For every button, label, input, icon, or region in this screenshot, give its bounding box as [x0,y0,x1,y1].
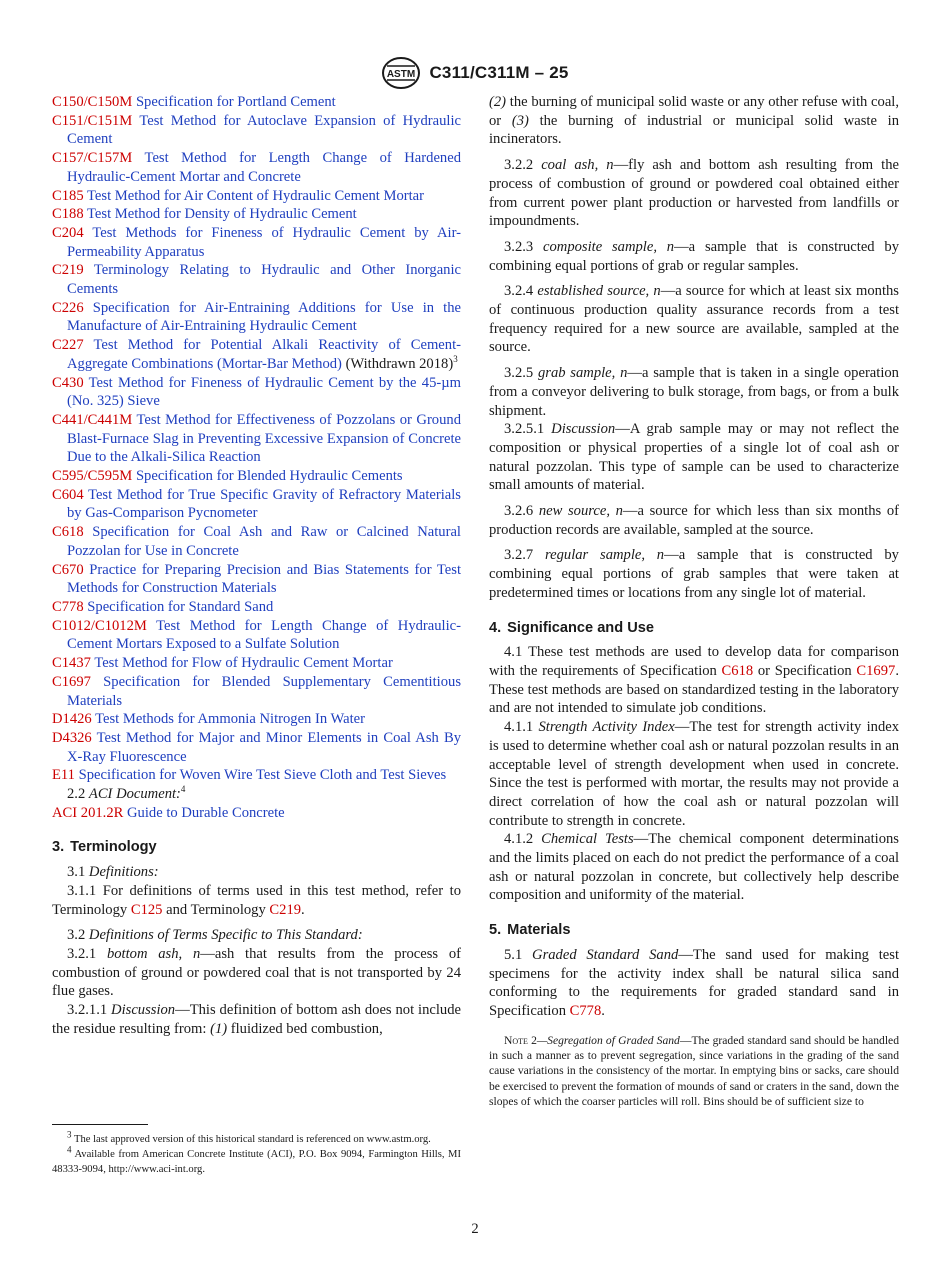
reference-title-link[interactable]: Guide to Durable Concrete [127,804,285,821]
reference-code-link[interactable]: C441/C441M [52,411,133,428]
reference-title-link[interactable]: Specification for Standard Sand [87,598,274,615]
reference-code-link[interactable]: C219 [52,262,84,279]
para-4-1-1: 4.1.1 Strength Activity Index—The test for strength activity index is used to determine whether coal ash or natural pozzolan results in an acceptable level of strength development when used in concrete. Since the test is performed with mortar, the results may not provide a direct correlation of how the coal ash or natural pozzolan will contribute to strength in concrete. [489,719,900,829]
section-5-heading: 5. Materials [489,922,571,939]
page-number: 2 [471,1221,479,1237]
reference-title-link[interactable]: Test Method for Density of Hydraulic Cement [87,206,357,223]
aci-document-heading: 2.2 ACI Document:$^4$ [67,784,186,803]
para-3-2-6: 3.2.6 new source, n—a source for which less than six months of production records are available, sampled at the source. [489,503,899,538]
reference-code-link[interactable]: C618 [52,524,84,541]
para-3-2-3: 3.2.3 composite sample, n—a sample that is constructed by combining equal portions of grab or regular samples. [489,238,899,274]
reference-code-link[interactable]: C1012/C1012M [52,617,147,634]
reference-code-link[interactable]: C670 [52,561,84,578]
reference-title-link[interactable]: Test Method for Length Change of Hardened Hydraulic-Cement Mortar and Concrete [67,150,461,185]
reference-item [52,523,461,560]
reference-title-link[interactable]: Specification for Air-Entraining Additions for Use in the Manufacture of Air-Entraining Hydraulic Cement [67,299,461,335]
reference-item [52,673,461,710]
reference-item [52,374,461,411]
reference-item [52,336,461,373]
reference-code-link[interactable]: C1437 [52,655,91,672]
footnotes [52,1129,461,1177]
para-4-1-2: 4.1.2 Chemical Tests—The chemical component determinations and the limits placed on each do not predict the performance of a coal ash or natural pozzolan in concrete, but collectively help describe composition and uniformity of the material. [489,831,899,904]
reference-title-link[interactable]: Test Method for True Specific Gravity of Refractory Materials by Gas-Comparison Pycnometer [67,486,461,522]
left-column [52,93,461,1038]
para-3-1: 3.1 Definitions: [67,864,159,881]
page-header [0,56,950,90]
reference-item [52,766,461,785]
reference-code-link[interactable]: C157/C157M [52,150,133,167]
right-column [489,93,899,1110]
note-2: Note 2—Segregation of Graded Sand—The graded standard sand should be handled in such a manner as to prevent segregation, since variations in the grading of the sand cause variations in the consistency of the mortar. In emptying bins or sacks, care should be exercised to prevent the formation of mounds of sand or craters in the sand, down the slopes of which the coarser particles will roll. Bins should be of sufficient size to [489,1033,899,1109]
reference-title-link[interactable]: Practice for Preparing Precision and Bias Statements for Test Methods for Construction Materials [67,561,461,597]
reference-title-link[interactable]: Test Method for Major and Minor Elements in Coal Ash By X-Ray Fluorescence [67,729,461,765]
para-3-2-5-1: 3.2.5.1 Discussion—A grab sample may or may not reflect the composition or physical properties of a single lot of coal ash or natural pozzolan. This type of sample can be used to characterize small amounts of material. [489,421,899,494]
para-3-1-1: 3.1.1 For definitions of terms used in this test method, refer to Terminology C125 and Terminology C219. [52,882,461,918]
para-3-2-1: 3.2.1 bottom ash, n—ash that results from the process of combustion of ground or powdered coal that is not transported by 24 flue gases. [52,945,461,1000]
astm-logo-icon [381,56,421,90]
footnote-3: $^3$ The last approved version of this historical standard is referenced on www.astm.org. [67,1129,431,1145]
reference-item [52,710,461,729]
reference-code-link[interactable]: C204 [52,224,84,241]
footnote-divider [52,1124,148,1125]
para-3-2: 3.2 Definitions of Terms Specific to This Standard: [67,927,363,944]
reference-item [52,299,461,336]
reference-title-link[interactable]: Test Method for Potential Alkali Reactivity of Cement-Aggregate Combinations (Mortar-Bar Method) [67,337,461,372]
para-3-2-2: 3.2.2 coal ash, n—fly ash and bottom ash resulting from the process of combustion of ground or powdered coal obtained either from current power plant production or harvested from landfills or impoundments. [489,157,899,230]
reference-item [52,598,461,617]
svg-text:ASTM: ASTM [387,69,416,80]
reference-code-link[interactable]: C185 [52,187,84,204]
link-c618[interactable]: C618 [721,662,754,679]
link-c125[interactable]: C125 [130,901,163,918]
reference-title-link[interactable]: Test Method for Autoclave Expansion of Hydraulic Cement [67,112,461,148]
reference-status: (Withdrawn 2018) [345,355,454,372]
reference-item [52,187,461,206]
reference-code-link[interactable]: C604 [52,486,84,503]
reference-title-link[interactable]: Test Methods for Ammonia Nitrogen In Water [95,711,366,728]
reference-title-link[interactable]: Test Methods for Fineness of Hydraulic Cement by Air-Permeability Apparatus [67,224,461,260]
para-3-2-7: 3.2.7 regular sample, n—a sample that is constructed by combining equal portions of grab samples that were taken at predetermined times or locations from any single lot of material. [489,547,899,601]
reference-item [52,729,461,766]
reference-title-link[interactable]: Specification for Blended Hydraulic Cements [135,468,403,485]
reference-code-link[interactable]: C1697 [52,673,91,690]
reference-code-link[interactable]: C150/C150M [52,94,133,110]
reference-title-link[interactable]: Test Method for Fineness of Hydraulic Cement by the 45-µm (No. 325) Sieve [67,374,461,410]
aci-reference [52,804,461,823]
reference-title-link[interactable]: Specification for Coal Ash and Raw or Calcined Natural Pozzolan for Use in Concrete [67,524,461,559]
footnote-marker: 3 [453,353,458,364]
reference-code-link[interactable]: D1426 [52,711,92,728]
referenced-documents-list [52,93,461,785]
reference-item [52,411,461,467]
reference-code-link[interactable]: C595/C595M [52,468,133,485]
link-c1697[interactable]: C1697 [856,662,896,679]
reference-item [52,467,461,486]
reference-code-link[interactable]: ACI 201.2R [52,804,124,821]
reference-item [52,112,461,149]
reference-title-link[interactable]: Specification for Portland Cement [135,94,336,110]
section-4-heading: 4. Significance and Use [489,619,654,636]
reference-code-link[interactable]: C227 [52,337,84,354]
reference-title-link[interactable]: Specification for Blended Supplementary Cementitious Materials [67,673,461,709]
reference-item [52,261,461,298]
section-3-heading: 3. Terminology [52,839,157,856]
reference-code-link[interactable]: C188 [52,206,84,223]
reference-item [52,93,461,112]
reference-title-link[interactable]: Terminology Relating to Hydraulic and Other Inorganic Cements [67,262,461,298]
reference-item [52,205,461,224]
link-c219[interactable]: C219 [269,901,302,918]
reference-item [52,617,461,654]
reference-item [52,486,461,523]
reference-title-link[interactable]: Test Method for Air Content of Hydraulic Cement Mortar [87,187,425,204]
reference-code-link[interactable]: C151/C151M [52,112,133,129]
para-3-2-1-1-cont: (2) the burning of municipal solid waste or any other refuse with coal, or (3) the burning of industrial or municipal solid waste in incinerators. [489,94,899,148]
footnote-4: $^4$ Available from American Concrete Institute (ACI), P.O. Box 9094, Farmington Hills, MI 48333-9094, http://www.aci-int.org. [52,1144,461,1175]
document-id: C311/C311M – 25 [429,63,569,82]
reference-title-link[interactable]: Test Method for Effectiveness of Pozzolans or Ground Blast-Furnace Slag in Preventing Excessive Expansion of Concrete Due to the Alkali-Silica Reaction [67,411,461,466]
reference-item [52,654,461,673]
reference-item [52,561,461,598]
reference-item [52,149,461,186]
reference-code-link[interactable]: C430 [52,374,84,391]
reference-code-link[interactable]: C778 [52,598,84,615]
para-3-2-5: 3.2.5 grab sample, n—a sample that is taken in a single operation from a conveyor delivering to bulk storage, from bags, or from a bulk shipment. [489,365,899,419]
para-5-1: 5.1 Graded Standard Sand—The sand used for making test specimens for the activity index shall be natural silica sand conforming to the requirements for graded standard sand in Specification C778. [489,946,900,1019]
para-3-2-4: 3.2.4 established source, n—a source for which at least six months of continuous production quality assurance records from a test frequency required for a new source are available, sampled at the source. [489,283,899,356]
reference-title-link[interactable]: Test Method for Flow of Hydraulic Cement Mortar [94,655,393,672]
reference-code-link[interactable]: D4326 [52,729,92,746]
reference-code-link[interactable]: C226 [52,299,84,316]
reference-title-link[interactable]: Test Method for Length Change of Hydraulic-Cement Mortars Exposed to a Sulfate Solution [67,617,461,653]
para-4-1: 4.1 These test methods are used to develop data for comparison with the requirements of Specification C618 or Specification C1697. These test methods are based on standardized testing in the laboratory and are not intended to simulate job conditions. [489,644,899,717]
reference-code-link[interactable]: E11 [52,767,75,784]
para-3-2-1-1: 3.2.1.1 Discussion—This definition of bottom ash does not include the residue resulting from: (1) fluidized bed combustion, [52,1002,461,1037]
reference-item [52,224,461,261]
reference-title-link[interactable]: Specification for Woven Wire Test Sieve Cloth and Test Sieves [78,767,447,784]
link-c778[interactable]: C778 [569,1002,602,1019]
